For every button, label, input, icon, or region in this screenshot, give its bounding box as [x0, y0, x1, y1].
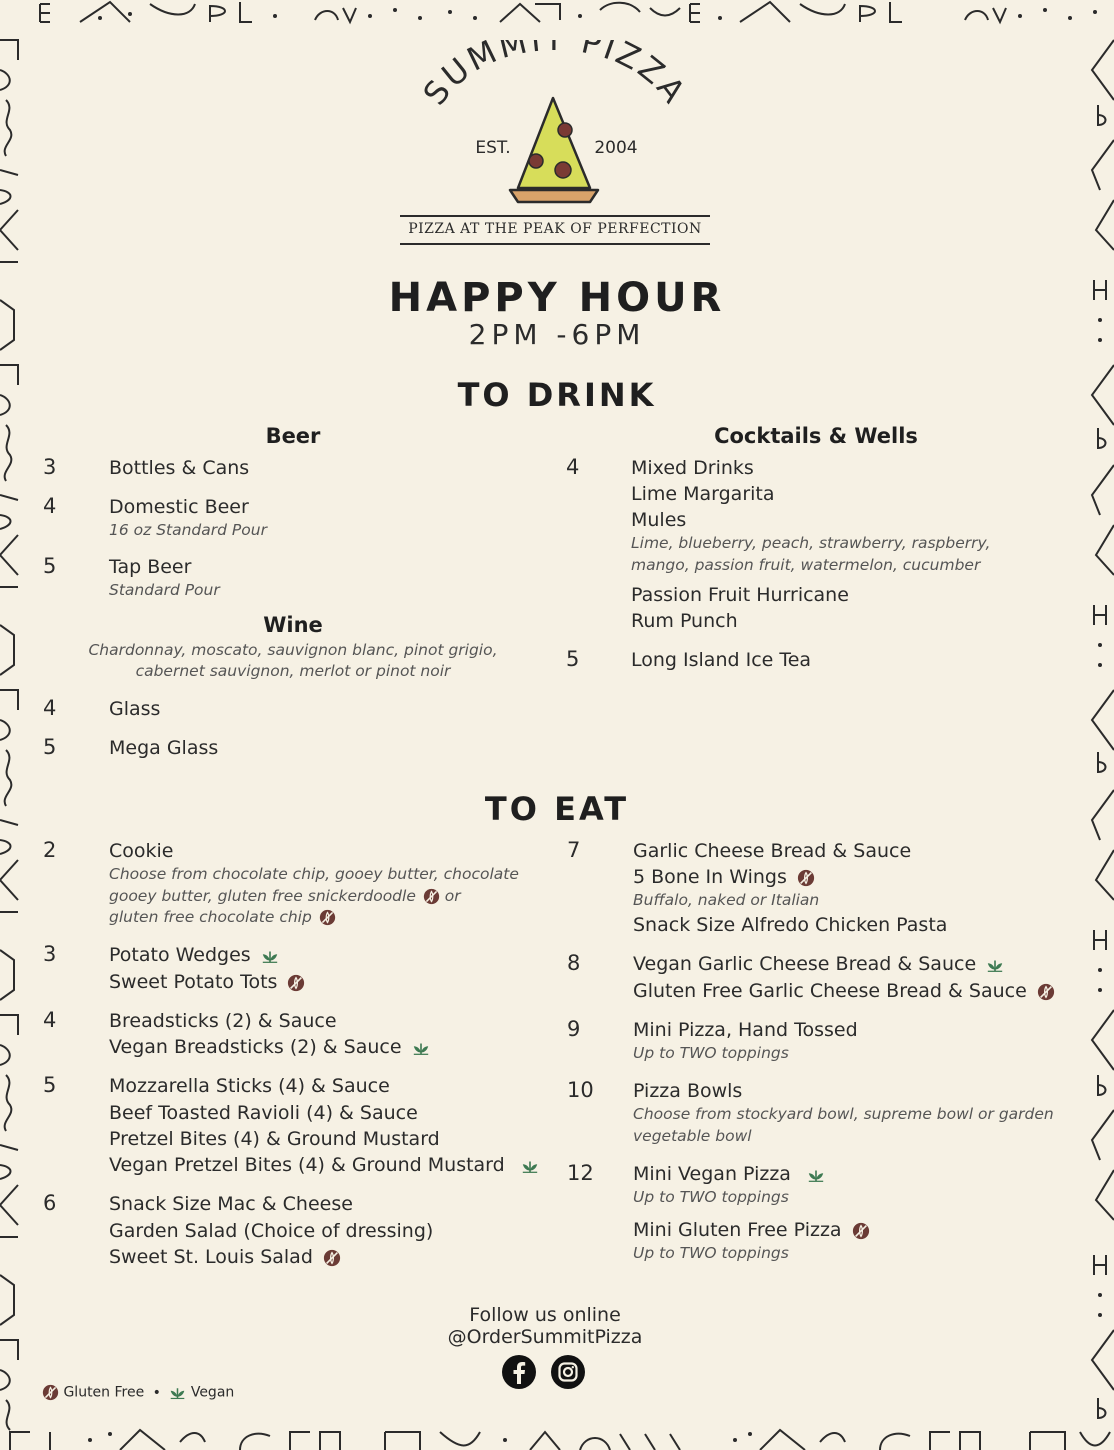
- to-eat-title: TO EAT: [484, 790, 630, 828]
- eat-gf-garlic-bread: [633, 978, 1055, 1004]
- logo-brand-text: SUMM PIZZA: [415, 40, 695, 113]
- legend-vegan: Vegan: [190, 1384, 235, 1401]
- gluten-free-icon: [1037, 983, 1055, 1001]
- eat-mini-vegan-pizza: [633, 1161, 825, 1187]
- eat-vegan-breadsticks: [109, 1034, 430, 1060]
- bowls-note-1: Choose from stockyard bowl, supreme bowl or garden: [633, 1105, 1054, 1123]
- cookie-note-3-text: gluten free chocolate chip: [109, 908, 312, 926]
- mules-note-2: mango, passion fruit, watermelon, cucumber: [631, 556, 981, 574]
- beer-title: Beer: [265, 424, 321, 448]
- cocktail-hurricane: Passion Fruit Hurricane: [631, 584, 849, 606]
- wine-item-mega: Mega Glass: [109, 737, 219, 759]
- eat-st-louis-salad: [109, 1244, 341, 1270]
- beer-price-2: 4: [43, 494, 57, 518]
- facebook-icon[interactable]: [501, 1354, 537, 1390]
- vegan-leaf-icon: [261, 947, 279, 965]
- happy-hour-title: HAPPY HOUR: [388, 275, 726, 321]
- wine-note-1: Chardonnay, moscato, sauvignon blanc, pinot grigio,: [88, 641, 498, 659]
- eat-bone-in-wings: [633, 864, 815, 890]
- mini-gf-note: Up to TWO toppings: [633, 1244, 789, 1262]
- eat-price-3: 3: [43, 942, 57, 966]
- pizza-slice-icon: [510, 98, 598, 202]
- beer-item-domestic: Domestic Beer: [109, 496, 249, 518]
- eat-price-6: 6: [43, 1191, 57, 1215]
- wine-note-2: cabernet sauvignon, merlot or pinot noir: [135, 662, 451, 680]
- decorative-border-top: [0, 0, 1114, 26]
- eat-vegan-pretzel-bites: [109, 1152, 539, 1178]
- eat-price-12: 12: [567, 1161, 594, 1185]
- to-drink-title: TO DRINK: [457, 376, 657, 414]
- eat-vegan-garlic-bread: [633, 951, 1004, 977]
- eat-potato-wedges: [109, 942, 279, 968]
- cookie-note-1: Choose from chocolate chip, gooey butter, chocolate: [109, 865, 519, 883]
- eat-price-10: 10: [567, 1078, 594, 1102]
- eat-mac-cheese: Snack Size Mac & Cheese: [109, 1193, 353, 1215]
- eat-price-4: 4: [43, 1008, 57, 1032]
- cocktails-price-4: 4: [566, 455, 580, 479]
- eat-price-2: 2: [43, 838, 57, 862]
- mini-vegan-note: Up to TWO toppings: [633, 1188, 789, 1206]
- eat-sweet-potato-tots: [109, 969, 305, 995]
- gf-garlic-label: Gluten Free Garlic Cheese Bread & Sauce: [633, 980, 1027, 1002]
- vegan-leaf-icon: [807, 1166, 825, 1184]
- gluten-free-icon: [319, 909, 336, 926]
- logo-est-year: 2004: [594, 138, 638, 158]
- decorative-border-right: [1086, 0, 1114, 1450]
- vegan-leaf-icon: [169, 1384, 186, 1401]
- social-handle[interactable]: @OrderSummitPizza: [447, 1326, 643, 1348]
- vegan-breadsticks-label: Vegan Breadsticks (2) & Sauce: [109, 1036, 402, 1058]
- cocktails-price-5: 5: [566, 647, 580, 671]
- cookie-note-2-text: gooey butter, gluten free snickerdoodle: [109, 887, 416, 905]
- dietary-legend: [42, 1384, 234, 1401]
- cocktail-mixed-drinks: Mixed Drinks: [631, 457, 754, 479]
- beer-price-1: 3: [43, 455, 57, 479]
- eat-pizza-bowls: Pizza Bowls: [633, 1080, 743, 1102]
- eat-garlic-cheese-bread: Garlic Cheese Bread & Sauce: [633, 840, 912, 862]
- mini-pizza-note: Up to TWO toppings: [633, 1044, 789, 1062]
- cocktail-lime-margarita: Lime Margarita: [631, 483, 775, 505]
- mini-vegan-label: Mini Vegan Pizza: [633, 1163, 791, 1185]
- wings-note: Buffalo, naked or Italian: [633, 891, 820, 909]
- wine-title: Wine: [263, 613, 323, 637]
- vegan-leaf-icon: [986, 956, 1004, 974]
- eat-garden-salad: Garden Salad (Choice of dressing): [109, 1220, 434, 1242]
- legend-gluten-free: Gluten Free: [63, 1384, 145, 1401]
- eat-alfredo-pasta: Snack Size Alfredo Chicken Pasta: [633, 914, 948, 936]
- eat-mozzarella-sticks: Mozzarella Sticks (4) & Sauce: [109, 1075, 390, 1097]
- beer-note-domestic: 16 oz Standard Pour: [109, 521, 267, 539]
- eat-price-5: 5: [43, 1073, 57, 1097]
- wine-price-glass: 4: [43, 696, 57, 720]
- beer-price-3: 5: [43, 554, 57, 578]
- beer-item-tap: Tap Beer: [109, 556, 192, 578]
- gluten-free-icon: [852, 1222, 870, 1240]
- bowls-note-2: vegetable bowl: [633, 1127, 752, 1145]
- cookie-note-2-or: or: [444, 887, 461, 905]
- cookie-note-3: [109, 907, 336, 929]
- cocktail-long-island: Long Island Ice Tea: [631, 649, 812, 671]
- eat-mini-pizza: Mini Pizza, Hand Tossed: [633, 1019, 858, 1041]
- eat-mini-gf-pizza: [633, 1217, 870, 1243]
- decorative-border-left: [0, 0, 24, 1450]
- gluten-free-icon: [797, 869, 815, 887]
- eat-price-9: 9: [567, 1017, 581, 1041]
- wine-item-glass: Glass: [109, 698, 161, 720]
- mules-note-1: Lime, blueberry, peach, strawberry, raspberry,: [631, 534, 991, 552]
- cookie-note-2: [109, 886, 461, 908]
- eat-cookie: Cookie: [109, 840, 174, 862]
- beer-item-bottles: Bottles & Cans: [109, 457, 250, 479]
- gluten-free-icon: [42, 1384, 59, 1401]
- vegan-pretzel-label: Vegan Pretzel Bites (4) & Ground Mustard: [109, 1154, 505, 1176]
- eat-pretzel-bites: Pretzel Bites (4) & Ground Mustard: [109, 1128, 440, 1150]
- sweet-tots-label: Sweet Potato Tots: [109, 971, 278, 993]
- vegan-leaf-icon: [412, 1039, 430, 1057]
- wings-label: 5 Bone In Wings: [633, 866, 787, 888]
- legend-separator: •: [152, 1384, 161, 1401]
- eat-price-7: 7: [567, 838, 581, 862]
- vegan-garlic-label: Vegan Garlic Cheese Bread & Sauce: [633, 953, 977, 975]
- st-louis-label: Sweet St. Louis Salad: [109, 1246, 313, 1268]
- instagram-icon[interactable]: [550, 1354, 586, 1390]
- eat-breadsticks: Breadsticks (2) & Sauce: [109, 1010, 337, 1032]
- cocktail-mules: Mules: [631, 509, 687, 531]
- decorative-border-bottom: [0, 1422, 1114, 1450]
- cocktails-title: Cocktails & Wells: [714, 424, 918, 448]
- gluten-free-icon: [423, 888, 440, 905]
- gluten-free-icon: [323, 1249, 341, 1267]
- logo-est-label: EST.: [475, 138, 511, 158]
- tagline: PIZZA AT THE PEAK OF PERFECTION: [400, 215, 710, 245]
- vegan-leaf-icon: [521, 1157, 539, 1175]
- beer-note-tap: Standard Pour: [109, 581, 220, 599]
- eat-toasted-ravioli: Beef Toasted Ravioli (4) & Sauce: [109, 1102, 418, 1124]
- cocktail-rum-punch: Rum Punch: [631, 610, 738, 632]
- eat-price-8: 8: [567, 951, 581, 975]
- gluten-free-icon: [287, 974, 305, 992]
- follow-us-text: Follow us online: [469, 1304, 621, 1326]
- mini-gf-label: Mini Gluten Free Pizza: [633, 1219, 842, 1241]
- potato-wedges-label: Potato Wedges: [109, 944, 251, 966]
- happy-hour-time: 2PM -6PM: [468, 318, 646, 351]
- wine-price-mega: 5: [43, 735, 57, 759]
